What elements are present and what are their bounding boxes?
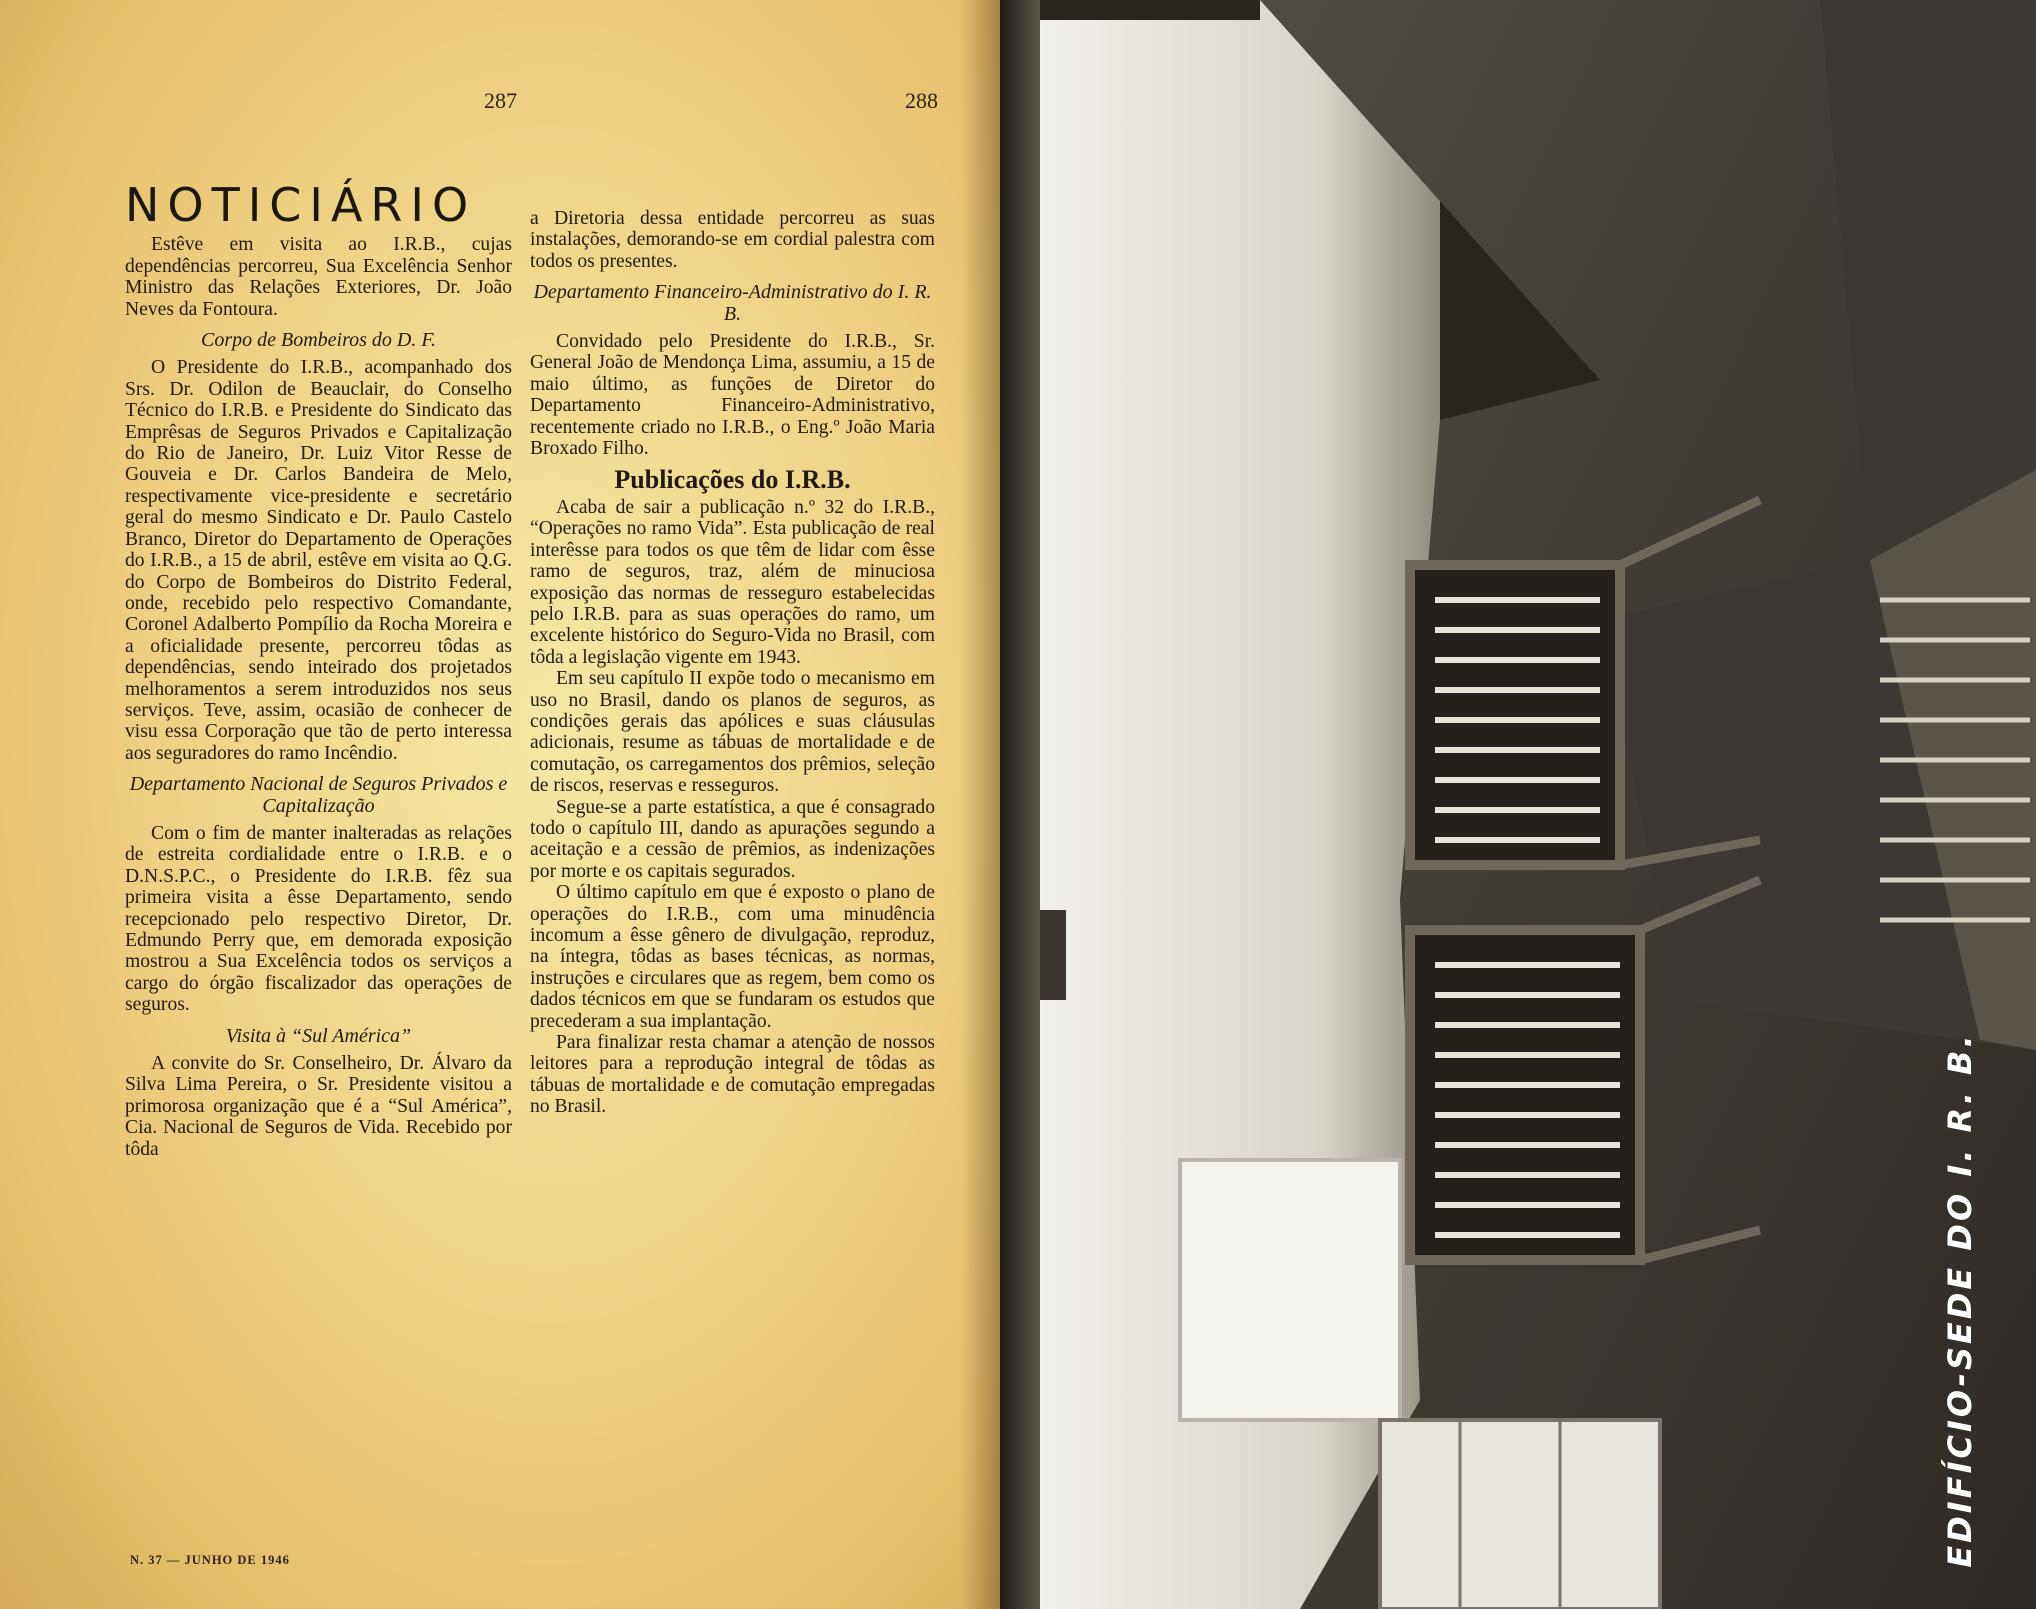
- left-column: [125, 178, 512, 1160]
- paragraph-publicacoes-3: Segue-se a parte estatística, a que é consagrado todo o capítulo III, dando as apurações segundo a aceitação e a cessão de prêmios, as indenizações por morte e os capitais segurados.: [530, 796, 935, 882]
- issue-footer: N. 37 — JUNHO DE 1946: [130, 1553, 290, 1567]
- paragraph-dnspc: Com o fim de manter inalteradas as relações de estreita cordialidade entre o I.R.B. e o D.N.S.P.C., o Presidente do I.R.B. fêz sua primeira visita a êsse Departamento, sendo recepcionado pelo respectivo Diretor, Dr. Edmundo Perry que, em demorada exposição mostrou a Sua Excelência todos os serviços a cargo do órgão fiscalizador das operações de seguros.: [125, 822, 512, 1016]
- page-number-left: 287: [484, 88, 517, 113]
- heading-corpo-bombeiros: Corpo de Bombeiros do D. F.: [201, 329, 436, 352]
- paragraph-sul-america: A convite do Sr. Conselheiro, Dr. Álvaro da Silva Lima Pereira, o Sr. Presidente visitou a primorosa organização que é a “Sul América”, Cia. Nacional de Seguros de Vida. Recebido por tôda: [125, 1053, 512, 1160]
- heading-financeiro: Departamento Financeiro-Administrativo do I. R. B.: [533, 281, 932, 325]
- paragraph-publicacoes-5: Para finalizar resta chamar a atenção de nossos leitores para a reprodução integral de tôdas as tábuas de mortalidade e de comutação empregadas no Brasil.: [530, 1032, 935, 1118]
- office-interior-photo: [1000, 0, 2036, 1609]
- paragraph-publicacoes-2: Em seu capítulo II expõe todo o mecanismo em uso no Brasil, dando os planos de seguros, as condições gerais das apólices e suas cláusulas adicionais, resume as tábuas de mortalidade e de comutação, os carregamentos dos prêmios, seleção de riscos, reservas e resseguros.: [530, 668, 935, 797]
- paragraph-continuation: a Diretoria dessa entidade percorreu as suas instalações, demorando-se em cordial palestra com todos os presentes.: [530, 208, 935, 272]
- paragraph-financeiro: Convidado pelo Presidente do I.R.B., Sr. General João de Mendonça Lima, assumiu, a 15 de maio último, as funções de Diretor do Departamento Financeiro-Administrativo, recentemente criado no I.R.B., o Eng.º João Maria Broxado Filho.: [530, 331, 935, 460]
- page-number-right: 288: [905, 88, 938, 113]
- paragraph-corpo-bombeiros: O Presidente do I.R.B., acompanhado dos Srs. Dr. Odilon de Beauclair, do Conselho Técnico do I.R.B. e Presidente do Sindicato das Emprêsas de Seguros Privados e Capitalização do Rio de Janeiro, Dr. Luiz Vitor Resse de Gouveia e Dr. Carlos Bandeira de Melo, respectivamente vice-presidente e secretário geral do mesmo Sindicato e Dr. Paulo Castelo Branco, Diretor do Departamento de Operações do I.R.B., a 15 de abril, estêve em visita ao Q.G. do Corpo de Bombeiros do Distrito Federal, onde, recebido pelo respectivo Comandante, Coronel Adalberto Pompílio da Rocha Moreira e a oficialidade presente, percorreu tôdas as dependências, sendo inteirado dos projetados melhoramentos a serem introduzidos nos seus serviços. Teve, assim, ocasião de conhecer de visu essa Corporação que tão de perto interessa aos seguradores do ramo Incêndio.: [125, 357, 512, 764]
- paragraph-publicacoes-4: O último capítulo em que é exposto o plano de operações do I.R.B., com uma minudência incomum a êsse gênero de divulgação, reproduz, na íntegra, tôdas as bases técnicas, as normas, instruções e circulares que as regem, bem como os dados técnicos em que se fundaram os estudos que precederam a sua implantação.: [530, 882, 935, 1032]
- heading-dnspc: Departamento Nacional de Seguros Privados e Capitalização: [129, 773, 508, 817]
- heading-sul-america: Visita à “Sul América”: [225, 1024, 412, 1047]
- intro-paragraph: Estêve em visita ao I.R.B., cujas dependências percorreu, Sua Excelência Senhor Ministro das Relações Exteriores, Dr. João Neves da Fontoura.: [125, 234, 512, 320]
- right-column: [530, 208, 935, 1118]
- photo-page: [1000, 0, 2036, 1609]
- section-title: NOTICIÁRIO: [125, 178, 477, 232]
- photo-caption: EDIFÍCIO-SEDE DO I. R. B.: [1941, 1032, 1979, 1568]
- left-page: [0, 0, 1000, 1609]
- heading-publicacoes: Publicações do I.R.B.: [614, 465, 851, 495]
- paragraph-publicacoes-1: Acaba de sair a publicação n.º 32 do I.R.B., “Operações no ramo Vida”. Esta publicação de real interêsse para todos os que têm de lidar com êsse ramo de seguros, traz, além de minuciosa exposição das normas de resseguro estabelecidas pelo I.R.B. para as suas operações do ramo, um excelente histórico do Seguro-Vida no Brasil, com tôda a legislação vigente em 1943.: [530, 496, 935, 668]
